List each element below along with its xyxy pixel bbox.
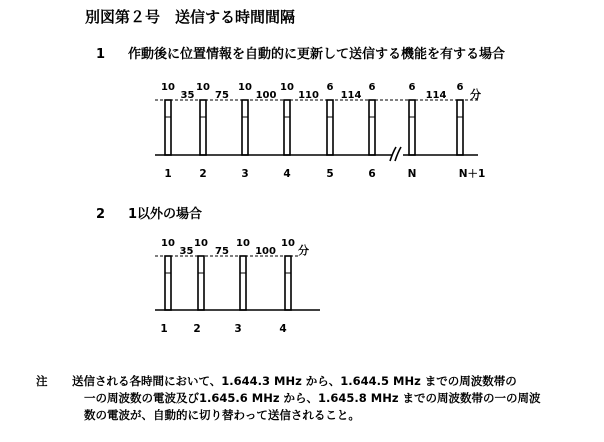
- diagram-2-pulse-2: [198, 256, 204, 310]
- note-line-2: 一の周波数の電波及び1.645.6 MHz から、1.645.8 MHz までの周波数帯の一の周波: [84, 391, 541, 405]
- diagram-1-duration-label: 10: [238, 82, 252, 93]
- note-line-1: 送信される各時間において、1.644.3 MHz から、1.644.5 MHz までの周波数帯の: [72, 374, 517, 388]
- diagram-1-duration-label: 6: [408, 82, 416, 93]
- diagram-2-bar-number: 1: [160, 323, 168, 335]
- diagram-1-duration-label: 6: [456, 82, 464, 93]
- diagram-1-pulse-6: [369, 100, 375, 155]
- diagram-1-duration-label: 10: [161, 82, 175, 93]
- diagram-1-bar-number: 3: [241, 168, 249, 180]
- note-label: 注: [36, 374, 48, 388]
- diagram-2-bar-number: 2: [193, 323, 201, 335]
- diagram-1-pulse-5: [327, 100, 333, 155]
- section-2-title: 1以外の場合: [128, 207, 203, 222]
- section-1-number: 1: [96, 47, 106, 62]
- diagram-1-bar-number: 1: [164, 168, 172, 180]
- diagram-2-duration-label: 10: [194, 238, 208, 249]
- page-title: 別図第２号 送信する時間間隔: [85, 8, 296, 26]
- diagram-2-interval-label: 35: [179, 246, 194, 257]
- section-2-number: 2: [96, 207, 106, 222]
- diagram-1: [155, 82, 485, 180]
- diagram-2-pulse-3: [240, 256, 246, 310]
- diagram-1-bar-number: 2: [199, 168, 207, 180]
- diagram-1-duration-label: 6: [326, 82, 334, 93]
- diagram-2-bar-number: 4: [279, 323, 287, 335]
- diagram-1-duration-label: 10: [280, 82, 294, 93]
- diagram-1-bar-number: 6: [368, 168, 376, 180]
- diagram-2-duration-label: 10: [236, 238, 250, 249]
- diagram-1-pulse-3: [242, 100, 248, 155]
- diagram-2-bar-number: 3: [234, 323, 242, 335]
- diagram-1-duration-label: 10: [196, 82, 210, 93]
- diagram-1-interval-label: 114: [425, 90, 447, 101]
- note-line-3: 数の電波が、自動的に切り替わって送信されること。: [84, 408, 360, 422]
- diagram-2-unit-label: 分: [298, 244, 309, 257]
- diagram-1-bar-number: 4: [283, 168, 291, 180]
- diagram-1-interval-label: 114: [340, 90, 362, 101]
- diagram-1-pulse-2: [200, 100, 206, 155]
- diagram-2-pulse-1: [165, 256, 171, 310]
- diagram-1-bar-number: N: [407, 168, 417, 180]
- diagram-2: [155, 238, 320, 335]
- diagram-1-interval-label: 75: [215, 90, 229, 101]
- diagram-1-bar-number: 5: [326, 168, 334, 180]
- axis-break-icon: [390, 147, 401, 161]
- diagram-1-pulse-7: [409, 100, 415, 155]
- diagram-1-bar-number: N＋1: [458, 168, 486, 180]
- diagram-1-interval-label: 35: [180, 90, 195, 101]
- diagram-1-duration-label: 6: [368, 82, 376, 93]
- section-1-title: 作動後に位置情報を自動的に更新して送信する機能を有する場合: [128, 47, 506, 62]
- diagram-1-interval-label: 100: [255, 90, 277, 101]
- diagram-2-duration-label: 10: [281, 238, 295, 249]
- diagram-1-pulse-8: [457, 100, 463, 155]
- diagram-1-pulse-1: [165, 100, 171, 155]
- diagram-2-interval-label: 75: [215, 246, 229, 257]
- diagram-2-pulse-4: [285, 256, 291, 310]
- diagram-2-interval-label: 100: [255, 246, 276, 257]
- diagram-1-pulse-4: [284, 100, 290, 155]
- diagram-1-unit-label: 分: [470, 88, 481, 101]
- diagram-2-duration-label: 10: [161, 238, 175, 249]
- diagram-1-interval-label: 110: [298, 90, 319, 101]
